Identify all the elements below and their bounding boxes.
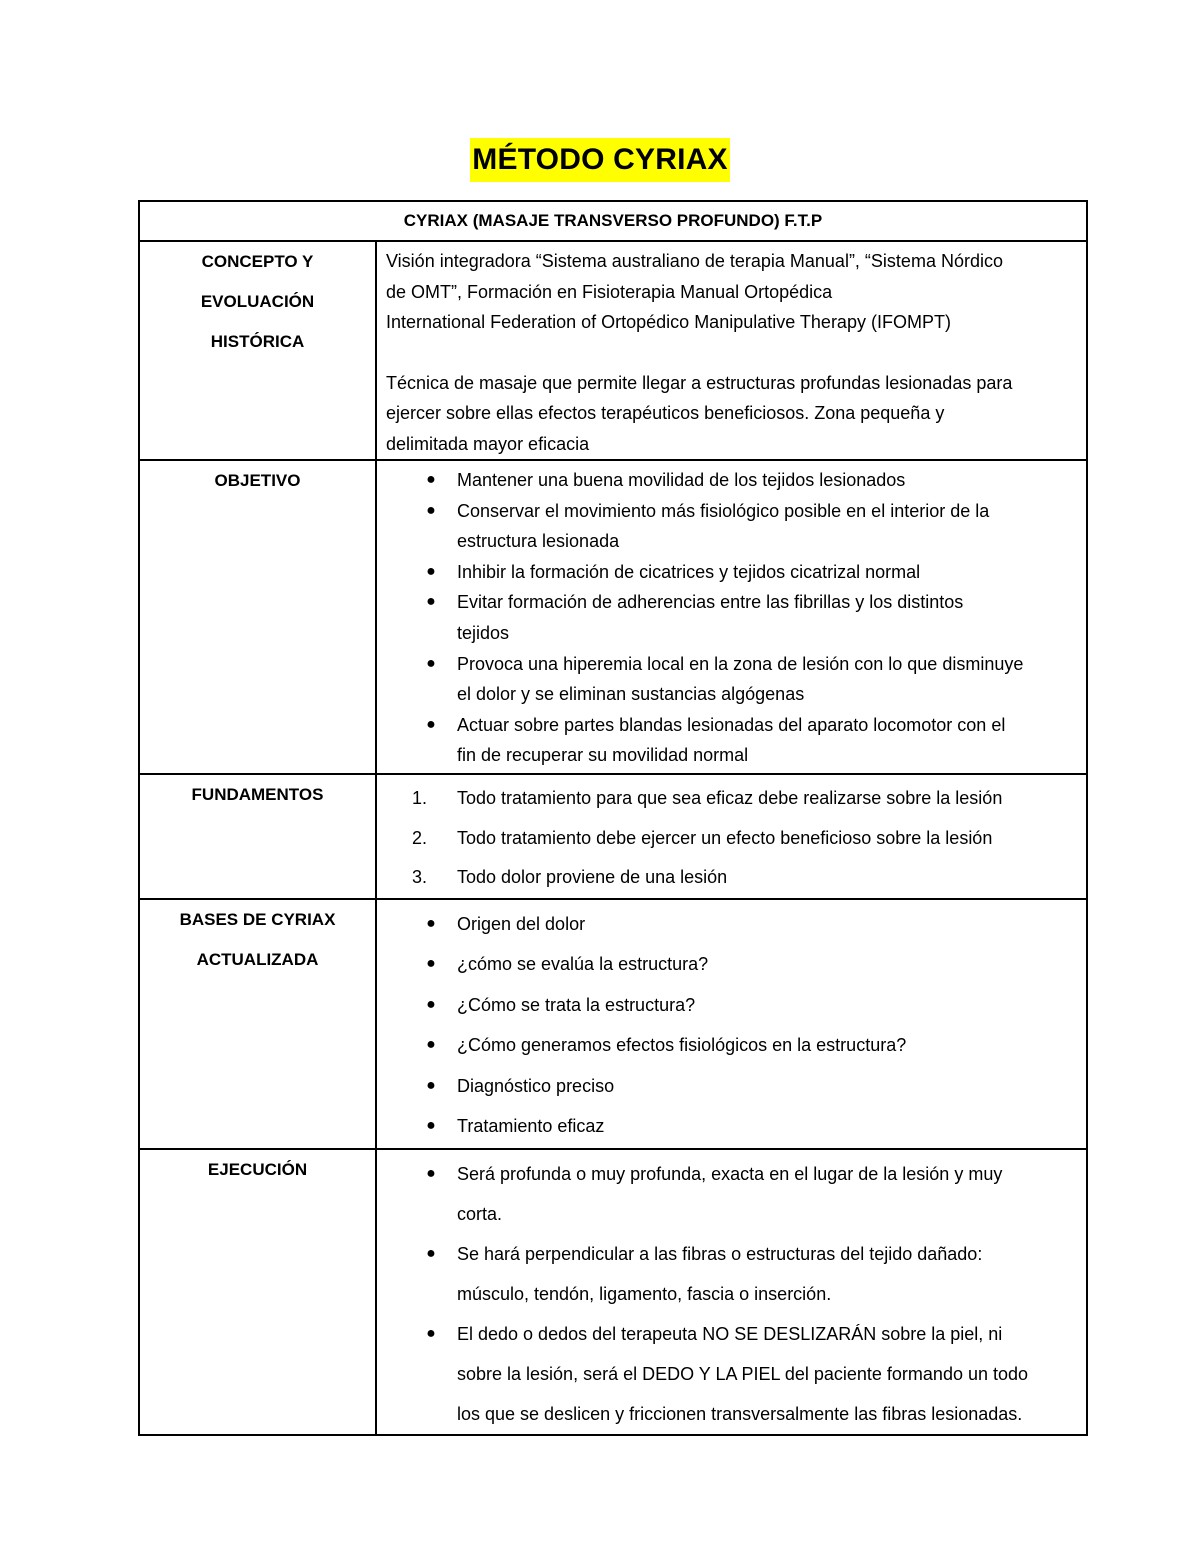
item-number: 3. bbox=[412, 867, 428, 888]
list-item bbox=[386, 1025, 1074, 1066]
label-line: FUNDAMENTOS bbox=[191, 785, 324, 804]
item-line: Todo tratamiento debe ejercer un efecto beneficioso sobre la lesión bbox=[457, 827, 993, 848]
item-line: Diagnóstico preciso bbox=[457, 1075, 615, 1096]
item-line: sobre la lesión, será el DEDO Y LA PIEL del paciente formando un todo bbox=[457, 1363, 1029, 1384]
item-line: Origen del dolor bbox=[457, 913, 586, 934]
label-objetivo bbox=[139, 460, 376, 774]
table-header-row bbox=[139, 201, 1087, 241]
content-concepto bbox=[376, 241, 1087, 460]
item-line: Todo dolor proviene de una lesión bbox=[457, 867, 728, 888]
content-ejecucion bbox=[376, 1149, 1087, 1435]
bullet-icon: ● bbox=[426, 1117, 436, 1135]
bullet-icon: ● bbox=[426, 1164, 436, 1182]
bases-list bbox=[386, 904, 1074, 1147]
content-fundamentos bbox=[376, 774, 1087, 899]
item-line: fin de recuperar su movilidad normal bbox=[457, 745, 749, 766]
bullet-icon: ● bbox=[426, 715, 436, 733]
item-number: 1. bbox=[412, 788, 428, 808]
item-line: ¿cómo se evalúa la estructura? bbox=[457, 954, 709, 975]
bullet-icon: ● bbox=[426, 562, 436, 580]
list-item bbox=[386, 779, 1074, 819]
page-title: MÉTODO CYRIAX bbox=[470, 138, 729, 182]
list-item bbox=[386, 1066, 1074, 1107]
label-line: OBJETIVO bbox=[214, 471, 301, 490]
label-line: CONCEPTO Y bbox=[201, 252, 314, 271]
item-line: corta. bbox=[457, 1203, 503, 1224]
item-line: Será profunda o muy profunda, exacta en el lugar de la lesión y muy bbox=[457, 1163, 1003, 1184]
list-item bbox=[386, 496, 1074, 557]
item-line: Mantener una buena movilidad de los tejidos lesionados bbox=[457, 470, 906, 490]
label-ejecucion bbox=[139, 1149, 376, 1435]
item-line: los que se deslicen y friccionen transversalmente las fibras lesionadas. bbox=[457, 1403, 1023, 1424]
item-line: Conservar el movimiento más fisiológico posible en el interior de la bbox=[457, 500, 990, 521]
list-item bbox=[386, 985, 1074, 1026]
item-line: músculo, tendón, ligamento, fascia o inserción. bbox=[457, 1283, 832, 1304]
fundamentos-list bbox=[386, 779, 1074, 898]
list-item bbox=[386, 1106, 1074, 1147]
row-objetivo bbox=[139, 460, 1087, 774]
cyriax-table bbox=[138, 200, 1088, 1436]
item-line: el dolor y se eliminan sustancias algógenas bbox=[457, 684, 805, 705]
label-line: HISTÓRICA bbox=[210, 332, 305, 351]
list-item bbox=[386, 710, 1074, 771]
table-header: CYRIAX (MASAJE TRANSVERSO PROFUNDO) F.T.P bbox=[139, 201, 1087, 241]
list-item bbox=[386, 587, 1074, 648]
text-line: International Federation of Ortopédico Manipulative Therapy (IFOMPT) bbox=[386, 312, 951, 332]
item-line: ¿Cómo se trata la estructura? bbox=[457, 994, 696, 1015]
ejecucion-list bbox=[386, 1154, 1074, 1434]
item-line: El dedo o dedos del terapeuta NO SE DESLIZARÁN sobre la piel, ni bbox=[457, 1323, 1003, 1344]
label-concepto bbox=[139, 241, 376, 460]
item-line: tejidos bbox=[457, 622, 510, 643]
list-item bbox=[386, 1234, 1074, 1314]
list-item bbox=[386, 1154, 1074, 1234]
item-line: Provoca una hiperemia local en la zona de lesión con lo que disminuye bbox=[457, 653, 1024, 674]
label-line: BASES DE CYRIAX bbox=[179, 909, 336, 929]
paragraph-gap bbox=[386, 338, 1074, 368]
item-line: ¿Cómo generamos efectos fisiológicos en la estructura? bbox=[457, 1035, 907, 1056]
item-line: estructura lesionada bbox=[457, 531, 620, 552]
label-bases bbox=[139, 899, 376, 1149]
item-line: Se hará perpendicular a las fibras o estructuras del tejido dañado: bbox=[457, 1243, 983, 1264]
bullet-icon: ● bbox=[426, 593, 436, 611]
bullet-icon: ● bbox=[426, 1076, 436, 1094]
text-line: de OMT”, Formación en Fisioterapia Manual Ortopédica bbox=[386, 281, 833, 302]
row-bases bbox=[139, 899, 1087, 1149]
row-fundamentos bbox=[139, 774, 1087, 899]
row-ejecucion bbox=[139, 1149, 1087, 1435]
item-line: Tratamiento eficaz bbox=[457, 1116, 605, 1137]
item-line: Todo tratamiento para que sea eficaz debe realizarse sobre la lesión bbox=[457, 788, 1003, 808]
label-line: EJECUCIÓN bbox=[207, 1159, 308, 1179]
row-concepto bbox=[139, 241, 1087, 460]
item-line: Inhibir la formación de cicatrices y tejidos cicatrizal normal bbox=[457, 561, 921, 582]
label-line: EVOLUACIÓN bbox=[200, 292, 315, 311]
bullet-icon: ● bbox=[426, 1324, 436, 1342]
bullet-icon: ● bbox=[426, 955, 436, 973]
content-objetivo bbox=[376, 460, 1087, 774]
bullet-icon: ● bbox=[426, 501, 436, 519]
text-line: delimitada mayor eficacia bbox=[386, 433, 590, 454]
bullet-icon: ● bbox=[426, 1244, 436, 1262]
list-item bbox=[386, 819, 1074, 859]
list-item bbox=[386, 858, 1074, 898]
bullet-icon: ● bbox=[426, 654, 436, 672]
label-fundamentos bbox=[139, 774, 376, 899]
list-item bbox=[386, 944, 1074, 985]
title-wrap bbox=[0, 138, 1200, 182]
bullet-icon: ● bbox=[426, 1036, 436, 1054]
text-line: Visión integradora “Sistema australiano de terapia Manual”, “Sistema Nórdico bbox=[386, 251, 1003, 271]
list-item bbox=[386, 649, 1074, 710]
list-item bbox=[386, 904, 1074, 945]
text-line: ejercer sobre ellas efectos terapéuticos beneficiosos. Zona pequeña y bbox=[386, 403, 945, 423]
item-line: Actuar sobre partes blandas lesionadas del aparato locomotor con el bbox=[457, 714, 1006, 735]
bullet-icon: ● bbox=[426, 995, 436, 1013]
list-item bbox=[386, 1314, 1074, 1434]
list-item bbox=[386, 557, 1074, 588]
text-line: Técnica de masaje que permite llegar a estructuras profundas lesionadas para bbox=[386, 372, 1013, 393]
label-line: ACTUALIZADA bbox=[196, 949, 319, 969]
item-line: Evitar formación de adherencias entre las fibrillas y los distintos bbox=[457, 592, 964, 613]
objetivo-list bbox=[386, 465, 1074, 771]
bullet-icon: ● bbox=[426, 914, 436, 932]
list-item bbox=[386, 465, 1074, 496]
content-bases bbox=[376, 899, 1087, 1149]
item-number: 2. bbox=[412, 827, 428, 848]
bullet-icon: ● bbox=[426, 471, 436, 488]
